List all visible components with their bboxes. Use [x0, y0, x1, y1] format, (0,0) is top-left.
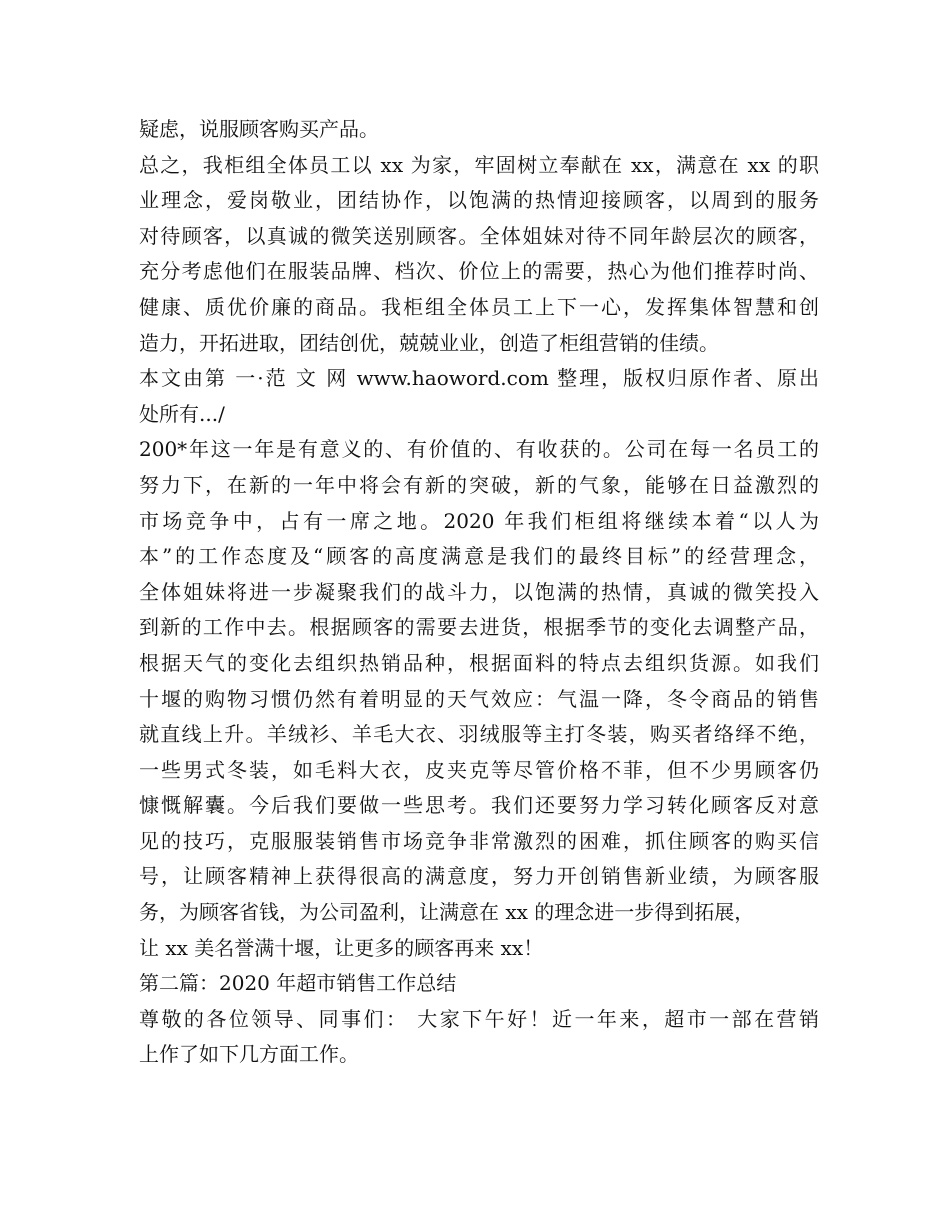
text-line: 业理念，爱岗敬业，团结协作，以饱满的热情迎接顾客，以周到的服务 — [139, 188, 819, 213]
text-line: 尊敬的各位领导、同事们： 大家下午好！近一年来，超市一部在营销 — [139, 1006, 819, 1031]
text-line: 充分考虑他们在服装品牌、档次、价位上的需要，热心为他们推荐时尚、 — [139, 259, 819, 284]
section-heading: 第二篇：2020 年超市销售工作总结 — [139, 971, 457, 996]
text-line: 号，让顾客精神上获得很高的满意度，努力开创销售新业绩，为顾客服 — [139, 864, 819, 889]
text-line: 疑虑，说服顾客购买产品。 — [139, 117, 379, 141]
text-line: 就直线上升。羊绒衫、羊毛大衣、羽绒服等主打冬装，购买者络绎不绝， — [139, 722, 819, 747]
text-line: 本”的工作态度及“顾客的高度满意是我们的最终目标”的经营理念， — [139, 544, 819, 569]
text-line: 根据天气的变化去组织热销品种，根据面料的特点去组织货源。如我们 — [139, 650, 819, 675]
text-line: 一些男式冬装，如毛料大衣，皮夹克等尽管价格不菲，但不少男顾客仍 — [139, 757, 819, 782]
text-line: 全体姐妹将进一步凝聚我们的战斗力，以饱满的热情，真诚的微笑投入 — [139, 579, 819, 604]
text-line: 让 xx 美名誉满十堰，让更多的顾客再来 xx！ — [139, 935, 544, 960]
text-line: 十堰的购物习惯仍然有着明显的天气效应：气温一降，冬令商品的销售 — [139, 686, 819, 711]
text-line: 200*年这一年是有意义的、有价值的、有收获的。公司在每一名员工的 — [139, 437, 819, 462]
text-line: 到新的工作中去。根据顾客的需要去进货，根据季节的变化去调整产品， — [139, 615, 819, 640]
text-line: 造力，开拓进取，团结创优，兢兢业业，创造了柜组营销的佳绩。 — [139, 330, 719, 355]
text-line: 务，为顾客省钱，为公司盈利，让满意在 xx 的理念进一步得到拓展， — [139, 900, 755, 925]
text-line: 上作了如下几方面工作。 — [139, 1042, 359, 1067]
text-line: 本文由第 一·范 文 网 www.haoword.com 整理，版权归原作者、原出 — [139, 366, 819, 391]
text-line: 健康、质优价廉的商品。我柜组全体员工上下一心，发挥集体智慧和创 — [139, 294, 819, 319]
text-line: 慷慨解囊。今后我们要做一些思考。我们还要努力学习转化顾客反对意 — [139, 793, 819, 818]
text-line: 处所有.../ — [139, 401, 225, 426]
document-body — [139, 112, 819, 1073]
text-line: 见的技巧，克服服装销售市场竞争非常激烈的困难，抓住顾客的购买信 — [139, 828, 819, 853]
text-line: 对待顾客，以真诚的微笑送别顾客。全体姐妹对待不同年龄层次的顾客， — [139, 223, 819, 248]
text-line: 总之，我柜组全体员工以 xx 为家，牢固树立奉献在 xx，满意在 xx 的职 — [139, 152, 819, 177]
text-line: 市场竞争中，占有一席之地。2020 年我们柜组将继续本着“以人为 — [139, 508, 819, 533]
text-line: 努力下，在新的一年中将会有新的突破，新的气象，能够在日益激烈的 — [139, 472, 819, 497]
